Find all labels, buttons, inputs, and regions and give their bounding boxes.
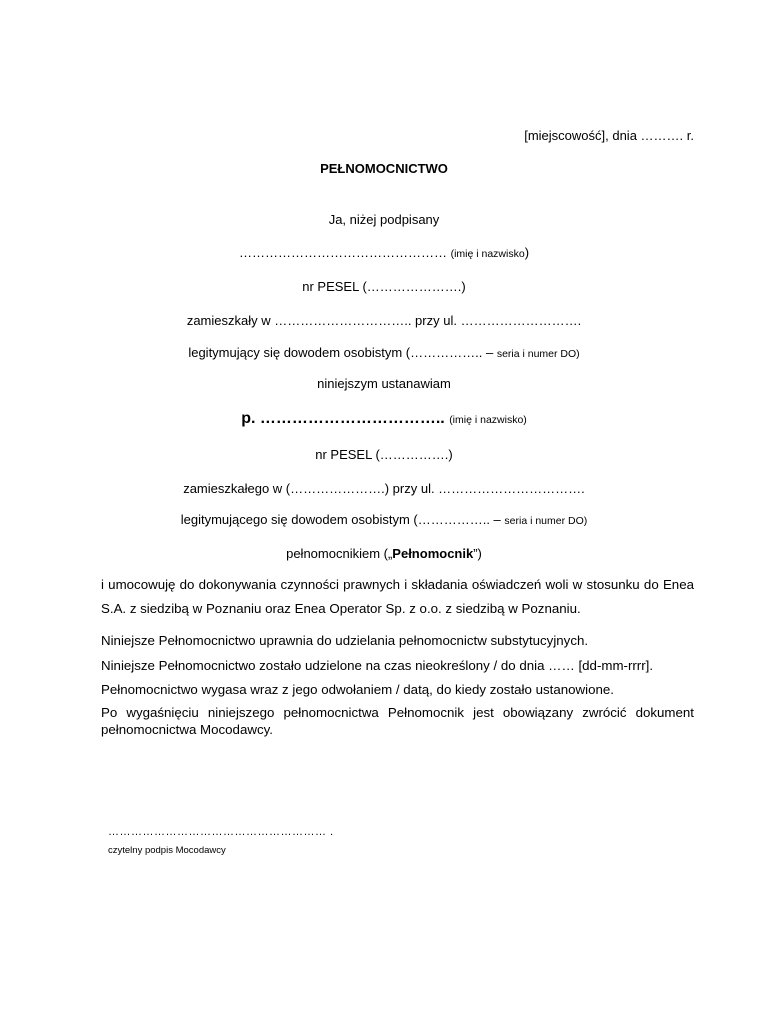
principal-id-line	[0, 345, 768, 360]
principal-pesel: nr PESEL (………………….)	[302, 279, 466, 294]
duration-paragraph: Niniejsze Pełnomocnictwo zostało udzielone na czas nieokreślony / do dnia …… [dd-mm-rrrr].	[101, 658, 654, 673]
agent-name-hint: (imię i nazwisko)	[449, 414, 527, 426]
agent-id-line	[0, 512, 768, 527]
scope-paragraph: i umocowuję do dokonywania czynności prawnych i składania oświadczeń woli w stosunku do Enea S.A. z siedzibą w Poznaniu oraz Enea Operator Sp. z o.o. z siedzibą w Poznaniu.	[101, 577, 694, 616]
signature-label: czytelny podpis Mocodawcy	[108, 845, 226, 856]
place-date-line: [miejscowość], dnia ………. r.	[524, 128, 694, 143]
agent-name-dots: p. ……………………………..	[241, 410, 450, 427]
agent-role-prefix: pełnomocnikiem („	[286, 546, 393, 561]
principal-name-hint-close: )	[524, 245, 530, 260]
principal-address: zamieszkały w ………………………….. przy ul. ……………………….	[186, 313, 582, 328]
document-title: PEŁNOMOCNICTWO	[320, 161, 448, 176]
principal-name-line	[0, 245, 768, 260]
principal-id-text: legitymujący się dowodem osobistym (…………….. –	[188, 345, 497, 360]
principal-intro: Ja, niżej podpisany	[328, 212, 440, 227]
expiry-paragraph: Pełnomocnictwo wygasa wraz z jego odwołaniem / datą, do kiedy zostało ustanowione.	[101, 682, 614, 697]
agent-pesel: nr PESEL (…………….)	[315, 447, 453, 462]
signature-dots: ………………………………………………… .	[108, 826, 334, 838]
agent-name-line	[0, 410, 768, 428]
principal-name-hint: (imię i nazwisko	[450, 248, 525, 260]
agent-id-text: legitymującego się dowodem osobistym (…………….. –	[180, 512, 505, 527]
appoint-line: niniejszym ustanawiam	[317, 376, 451, 391]
agent-id-hint: seria i numer DO)	[504, 515, 588, 527]
return-paragraph: Po wygaśnięciu niniejszego pełnomocnictwa Pełnomocnik jest obowiązany zwrócić dokument pełnomocnictwa Mocodawcy.	[101, 705, 694, 737]
substitution-paragraph: Niniejsze Pełnomocnictwo uprawnia do udzielania pełnomocnictw substytucyjnych.	[101, 633, 589, 648]
agent-role-suffix: ”)	[473, 546, 482, 561]
principal-id-hint: seria i numer DO)	[496, 348, 580, 360]
agent-address: zamieszkałego w (………………….) przy ul. …………………………….	[183, 481, 585, 496]
principal-name-dots: …………………………………………	[238, 245, 451, 260]
agent-role-line	[0, 546, 768, 561]
agent-role-name: Pełnomocnik	[392, 546, 474, 561]
